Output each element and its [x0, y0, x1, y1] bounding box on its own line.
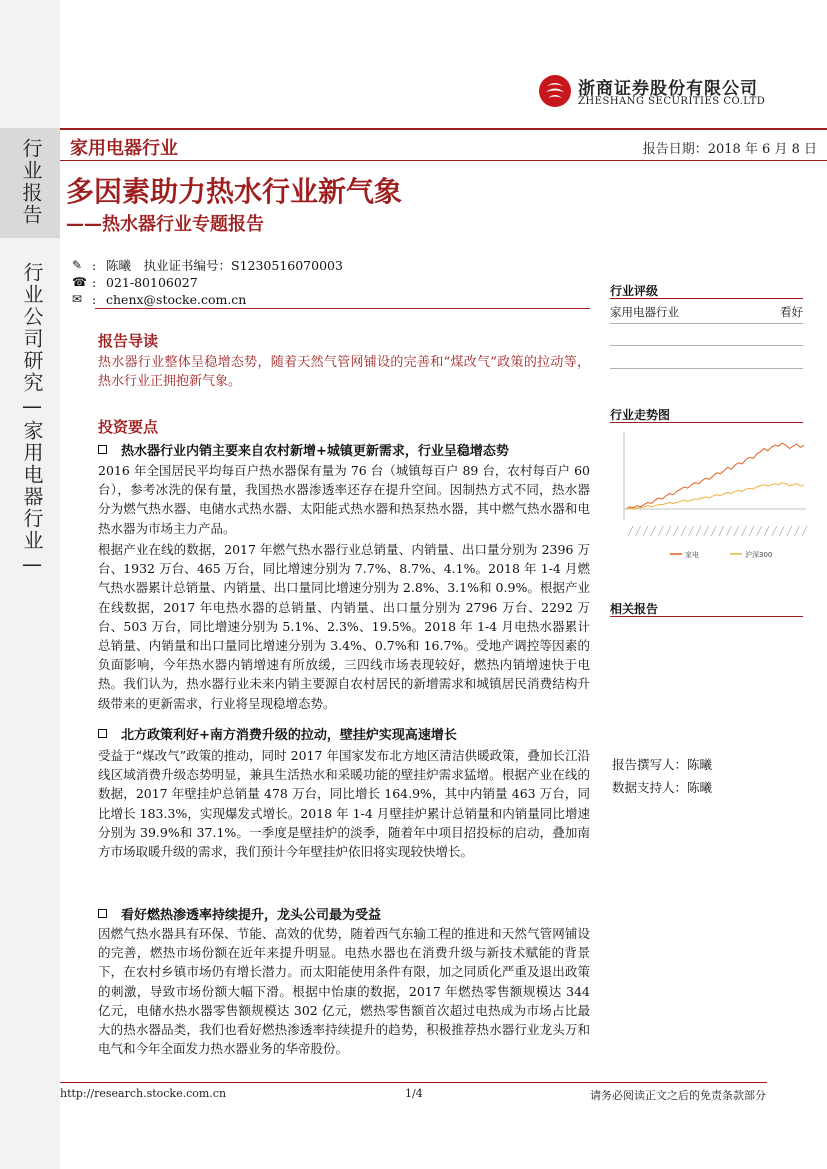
x-tick	[787, 526, 792, 536]
x-tick	[651, 526, 656, 536]
rating-value: 看好	[780, 305, 803, 319]
x-tick	[711, 526, 716, 536]
x-tick	[658, 526, 663, 536]
chart-lines	[626, 443, 804, 509]
page-subtitle: ——热水器行业专题报告	[66, 214, 264, 235]
author-row-name: ✎ : 陈曦 执业证书编号：S1230516070003	[72, 258, 343, 273]
x-tick	[802, 526, 807, 536]
x-tick	[628, 526, 633, 536]
brand-name-cn: 浙商证券股份有限公司	[578, 79, 758, 99]
guide-title: 报告导读	[98, 332, 159, 350]
invest-title: 投资要点	[98, 418, 159, 436]
rating-row-rule-2	[610, 345, 803, 346]
checkbox-icon	[98, 445, 107, 454]
x-tick	[643, 526, 648, 536]
trend-chart	[610, 428, 810, 568]
page-number: 1/4	[405, 1087, 423, 1100]
author-rule	[95, 308, 590, 309]
x-tick	[772, 526, 777, 536]
pen-icon: ✎	[72, 258, 83, 272]
rating-rule	[610, 298, 803, 299]
related-title: 相关报告	[610, 602, 659, 616]
checkbox-icon	[98, 909, 107, 918]
industry-label: 家用电器行业	[70, 138, 178, 159]
side-label-box	[0, 128, 60, 238]
x-tick	[741, 526, 746, 536]
report-date: 报告日期：2018 年 6 月 8 日	[642, 142, 817, 157]
author-block	[72, 257, 343, 308]
side-top-label: 行业报告	[19, 138, 43, 226]
guide-text: 热水器行业整体呈稳增态势，随着天然气管网铺设的完善和“煤改气”政策的拉动等，热水行业正拥抱新气象。	[98, 355, 590, 389]
rating-title: 行业评级	[610, 284, 659, 298]
section-1-paragraph-2: 根据产业在线的数据，2017 年燃气热水器行业总销量、内销量、出口量分别为 2396 万台、1932 万台、465 万台，同比增速分别为 7.7%、8.7%、4.1%。2018 年 1-4 月燃气热水器累计总销量、内销量、出口量同比增速分别为 2.8%、3.1%和 0.9%。根据产业在线数据，2017 年电热水器的总销量、内销量、出口量分别为 2796 万台、2292 万台、503 万台，同比增速分别为 5.1%、2.3%、19.5%。2018 年 1-4 月电热水器累计总销量、内销量和出口量同比增速分别为 3.4%、0.7%和 16.7%。受地产调控等因素的负面影响，今年热水器内销增速有所放缓，三四线市场表现较好，燃热内销增速快于电热。我们认为，热水器行业未来内销主要源自农村居民的新增需求和城镇居民消费结构升级带来的更新需求，行业将呈现稳增态势。	[98, 542, 590, 711]
legend-label: 家电	[685, 551, 699, 559]
x-tick	[757, 526, 762, 536]
writer-line: 报告撰写人：陈曦	[612, 757, 713, 772]
trend-title: 行业走势图	[610, 408, 671, 422]
x-tick	[734, 526, 739, 536]
section-heading-3-text: 看好燃热渗透率持续提升，龙头公司最为受益	[121, 908, 382, 923]
section-3-paragraph-1: 因燃气热水器具有环保、节能、高效的优势，随着西气东输工程的推进和天然气管网铺设的完善，燃热市场份额在近年来提升明显。电热水器也在消费升级与新技术赋能的背景下，在农村乡镇市场仍有增长潜力。而太阳能使用条件有限，加之同质化严重及退出政策的刺激，导致市场份额大幅下滑。根据中怡康的数据，2017 年燃热零售额规模达 344 亿元，电储水热水器零售额规模达 302 亿元，燃热零售额首次超过电热成为市场占比最大的热水器品类，我们也看好燃热渗透率持续提升的趋势，积极推荐热水器行业龙头万和电气和今年全面发力热水器业务的华帝股份。	[98, 926, 590, 1057]
brand-name-en: ZHESHANG SECURITIES CO.LTD	[578, 96, 766, 107]
author-name: 陈曦 执业证书编号：S1230516070003	[106, 258, 343, 273]
x-tick	[794, 526, 799, 536]
rating-row-rule-3	[610, 368, 803, 369]
section-heading-1-text: 热水器行业内销主要来自农村新增+城镇更新需求，行业呈稳增态势	[121, 444, 509, 459]
author-email[interactable]: chenx@stocke.com.cn	[106, 292, 247, 307]
x-tick	[689, 526, 694, 536]
x-tick	[681, 526, 686, 536]
section-heading-2	[98, 724, 457, 743]
side-mid-label: 行业公司研究—家用电器行业—	[20, 262, 44, 578]
legend-label: 沪深300	[745, 551, 773, 559]
rating-industry: 家用电器行业	[610, 305, 679, 319]
related-rule	[610, 616, 803, 617]
x-tick	[726, 526, 731, 536]
section-1-paragraph-1: 2016 年全国居民平均每百户热水器保有量为 76 台（城镇每百户 89 台，农村每百户 60 台），参考冰洗的保有量，我国热水器渗透率还存在提升空间。因制热方式不同，热水器分为燃气热水器、电储水式热水器、太阳能式热水器和热泵热水器，其中燃气热水器和电热水器为市场主力产品。	[98, 463, 590, 536]
support-line: 数据支持人：陈曦	[612, 780, 713, 795]
chart-legend	[670, 550, 772, 559]
x-tick	[749, 526, 754, 536]
series-line-1	[626, 483, 804, 509]
x-tick	[666, 526, 671, 536]
section-heading-2-text: 北方政策利好+南方消费升级的拉动，壁挂炉实现高速增长	[121, 728, 457, 743]
footer-url[interactable]: http://research.stocke.com.cn	[60, 1087, 227, 1100]
x-tick	[636, 526, 641, 536]
author-phone: 021-80106027	[106, 275, 198, 290]
author-row-email: ✉ : chenx@stocke.com.cn	[72, 292, 247, 307]
footer-disclaimer: 请务必阅读正文之后的免责条款部分	[590, 1089, 766, 1102]
mail-icon: ✉	[72, 292, 83, 306]
header-rule-bottom	[60, 160, 827, 161]
x-tick	[779, 526, 784, 536]
x-tick	[696, 526, 701, 536]
series-line-0	[626, 443, 804, 509]
x-tick	[764, 526, 769, 536]
x-tick	[719, 526, 724, 536]
header-rule	[60, 128, 827, 130]
author-row-phone: ☎ : 021-80106027	[72, 275, 198, 290]
footer-rule	[60, 1082, 767, 1083]
trend-rule	[610, 422, 803, 423]
section-heading-3	[98, 904, 381, 923]
rating-row	[610, 304, 803, 320]
logo-icon	[538, 74, 572, 108]
x-tick	[673, 526, 678, 536]
page-title: 多因素助力热水行业新气象	[66, 175, 403, 208]
section-2-paragraph-1: 受益于“煤改气”政策的推动，同时 2017 年国家发布北方地区清洁供暖政策，叠加长江沿线区域消费升级态势明显，兼具生活热水和采暖功能的壁挂炉需求猛增。根据产业在线的数据，2017 年壁挂炉总销量 478 万台，同比增长 164.9%，其中内销量 463 万台，同比增长 183.3%，实现爆发式增长。2018 年 1-4 月壁挂炉累计总销量和内销量同比增速分别为 39.9%和 37.1%。一季度是壁挂炉的淡季，随着年中项目招投标的启动，叠加南方市场取暖升级的需求，我们预计今年壁挂炉依旧将实现较快增长。	[98, 748, 590, 860]
checkbox-icon	[98, 729, 107, 738]
x-tick	[704, 526, 709, 536]
phone-icon: ☎	[72, 275, 87, 289]
section-heading-1	[98, 440, 509, 459]
rating-row-rule	[610, 323, 803, 324]
